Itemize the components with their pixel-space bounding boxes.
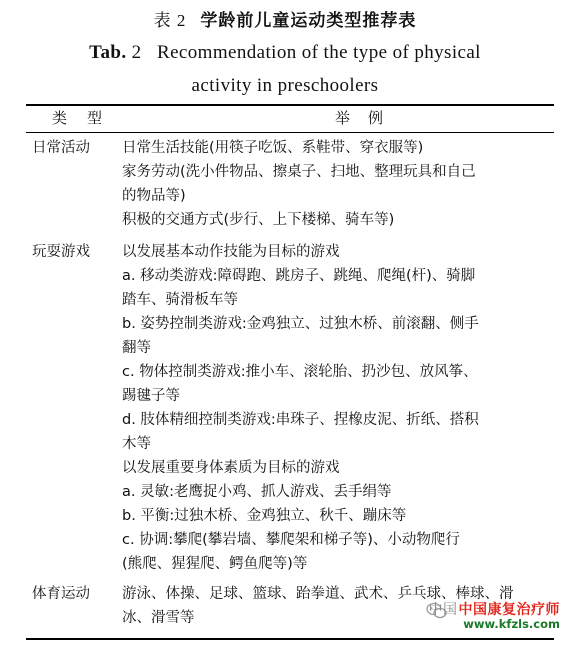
example-line: a. 移动类游戏:障碍跑、跳房子、跳绳、爬绳(杆)、骑脚 [122,268,476,284]
table-title-en-line2: activity in preschoolers [191,75,379,96]
header-type: 类型 [52,109,123,127]
table-title-cn [0,6,570,31]
example-line: 翻等 [122,340,151,356]
table-bottom-rule [26,638,554,640]
table-label-en: Tab. [89,42,127,63]
example-line: 踏车、骑滑板车等 [122,292,238,308]
example-line: d. 肢体精细控制类游戏:串珠子、捏橡皮泥、折纸、搭积 [122,412,479,428]
example-line: 踢毽子等 [122,388,180,404]
header-example: 举例 [335,109,402,127]
table-title-en-line1 [0,42,570,64]
table-header-rule [26,132,554,133]
example-line: 冰、滑雪等 [122,610,195,626]
table-title-en-text1: Recommendation of the type of physical [157,42,481,63]
example-line: b. 平衡:过独木桥、金鸡独立、秋千、蹦床等 [122,508,407,524]
table-number-cn: 表 2 [153,11,187,30]
example-line: 木等 [122,436,151,452]
example-line: 日常生活技能(用筷子吃饭、系鞋带、穿衣服等) [122,140,424,156]
example-line: c. 协调:攀爬(攀岩墙、攀爬架和梯子等)、小动物爬行 [122,532,460,548]
example-line: 家务劳动(洗小件物品、擦桌子、扫地、整理玩具和自己 [122,164,476,180]
example-line: b. 姿势控制类游戏:金鸡独立、过独木桥、前滚翻、侧手 [122,316,479,332]
example-line: 积极的交通方式(步行、上下楼梯、骑车等) [122,212,395,228]
example-line: 以发展重要身体素质为目标的游戏 [122,460,340,476]
category-label: 体育运动 [32,586,90,602]
watermark [414,597,564,637]
example-line: (熊爬、猩猩爬、鳄鱼爬等)等 [122,556,308,572]
category-label: 日常活动 [32,140,90,156]
example-line: 的物品等) [122,188,186,204]
example-line: a. 灵敏:老鹰捉小鸡、抓人游戏、丢手绢等 [122,484,392,500]
table-number-en: 2 [131,42,142,63]
watermark-name: 中国康复治疗师 [458,602,560,618]
example-line: 游泳、体操、足球、篮球、跆拳道、武术、乒乓球、棒球、滑 [122,586,514,602]
example-line: 以发展基本动作技能为目标的游戏 [122,244,340,260]
watermark-title [429,599,561,619]
watermark-url: www.kfzls.com [463,617,560,631]
table-title-cn-text: 学龄前儿童运动类型推荐表 [200,11,417,31]
category-label: 玩耍游戏 [32,244,90,260]
example-line: c. 物体控制类游戏:推小车、滚轮胎、扔沙包、放风筝、 [122,364,478,380]
table-top-rule [26,104,554,106]
watermark-prefix: 中国 [428,602,458,618]
